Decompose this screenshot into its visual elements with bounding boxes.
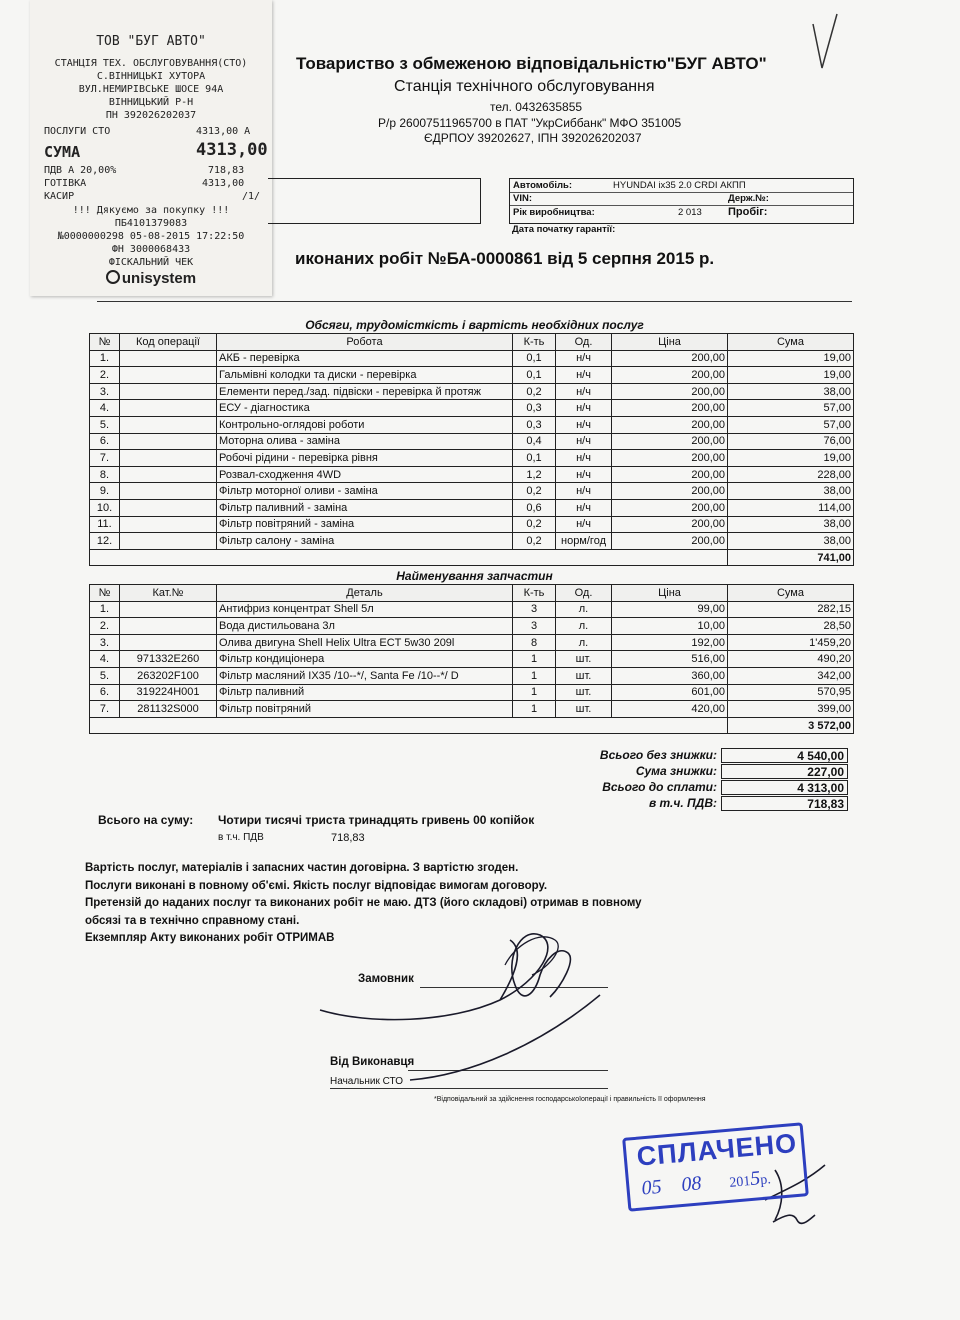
row-number: 8. (90, 466, 120, 483)
row-code (120, 466, 217, 483)
receipt-services-value: 4313,00 А (196, 126, 251, 137)
row-price: 200,00 (612, 350, 728, 367)
receipt-fiscal: ФІСКАЛЬНИЙ ЧЕК (108, 257, 194, 268)
col-sum: Сума (728, 334, 854, 351)
col-qty: К-ть (513, 334, 556, 351)
row-unit: н/ч (556, 466, 612, 483)
part-row (90, 701, 854, 718)
col-number: № (90, 334, 120, 351)
stamp-day: 05 (640, 1175, 663, 1200)
row-number: 3. (90, 383, 120, 400)
vehicle-info-box (509, 178, 854, 224)
row-sum: 19,00 (728, 367, 854, 384)
summary-value: 4 540,00 (721, 748, 848, 763)
receipt-line: ВУЛ.НЕМИРІВСЬКЕ ШОСЕ 94А (78, 84, 224, 95)
row-price: 10,00 (612, 618, 728, 635)
row-sum: 19,00 (728, 450, 854, 467)
services-table (89, 333, 854, 566)
stamp-year-prefix: 201 (728, 1174, 752, 1191)
row-code: 281132S000 (120, 701, 217, 718)
vat-label: в т.ч. ПДВ (218, 832, 264, 843)
row-code (120, 634, 217, 651)
service-row (90, 400, 854, 417)
row-sum: 57,00 (728, 416, 854, 433)
terms-line: Екземпляр Акту виконаних робіт ОТРИМАВ (85, 932, 335, 944)
row-name: Контрольно-оглядові роботи (217, 416, 513, 433)
row-price: 200,00 (612, 466, 728, 483)
parts-title: Найменування запчастин (396, 569, 553, 583)
row-unit: н/ч (556, 367, 612, 384)
row-sum: 38,00 (728, 483, 854, 500)
summary-value: 718,83 (721, 796, 848, 811)
row-price: 200,00 (612, 367, 728, 384)
row-number: 2. (90, 367, 120, 384)
row-number: 1. (90, 350, 120, 367)
customer-box (268, 178, 481, 224)
row-number: 1. (90, 601, 120, 618)
car-value: HYUNDAI ix35 2.0 CRDI АКПП (613, 180, 746, 191)
service-row (90, 433, 854, 450)
row-unit: шт. (556, 667, 612, 684)
row-unit: л. (556, 601, 612, 618)
row-sum: 38,00 (728, 533, 854, 550)
service-row (90, 466, 854, 483)
row-name: Фільтр повітряний (217, 701, 513, 718)
row-unit: н/ч (556, 416, 612, 433)
row-sum: 228,00 (728, 466, 854, 483)
summary-label: Сума знижки: (635, 764, 717, 778)
row-unit: шт. (556, 684, 612, 701)
plate-label: Держ.№: (728, 193, 769, 204)
row-qty: 0,2 (513, 533, 556, 550)
stamp-suffix: р. (759, 1172, 772, 1189)
part-row (90, 684, 854, 701)
customer-signature (300, 905, 640, 1105)
receipt-cash-label: ГОТІВКА (44, 178, 87, 189)
row-unit: н/ч (556, 483, 612, 500)
receipt-fn: ФН 3000068433 (111, 244, 191, 255)
receipt-line: ПН 392026202037 (105, 110, 197, 121)
warranty-label: Дата початку гарантії: (512, 224, 616, 235)
row-price: 200,00 (612, 400, 728, 417)
row-name: Фільтр моторної оливи - заміна (217, 483, 513, 500)
row-code (120, 499, 217, 516)
row-code (120, 601, 217, 618)
receipt-cashier-value: /1/ (242, 191, 261, 202)
row-qty: 1 (513, 667, 556, 684)
receipt-pb: ПБ4101379083 (114, 218, 188, 229)
receipt-line: СТАНЦІЯ ТЕХ. ОБСЛУГОВУВАННЯ(СТО) (54, 58, 248, 69)
row-unit: норм/год (556, 533, 612, 550)
row-qty: 0,1 (513, 350, 556, 367)
year-value: 2 013 (678, 207, 702, 218)
col-work: Робота (217, 334, 513, 351)
part-total-row (90, 717, 854, 734)
year-label: Рік виробництва: (513, 207, 595, 218)
row-code (120, 618, 217, 635)
row-price: 200,00 (612, 383, 728, 400)
row-number: 7. (90, 701, 120, 718)
receipt-thanks: !!! Дякуємо за покупку !!! (72, 205, 230, 216)
row-unit: н/ч (556, 499, 612, 516)
service-row (90, 499, 854, 516)
row-sum: 490,20 (728, 651, 854, 668)
row-qty: 3 (513, 601, 556, 618)
row-qty: 0,1 (513, 450, 556, 467)
receipt-sum-value: 4313,00 (196, 140, 268, 160)
row-qty: 1 (513, 701, 556, 718)
receipt-vat-label: ПДВ А 20,00% (44, 165, 117, 176)
row-price: 200,00 (612, 499, 728, 516)
row-number: 6. (90, 433, 120, 450)
summary-label: в т.ч. ПДВ: (648, 796, 717, 810)
col-op-code: Код операції (120, 334, 217, 351)
row-qty: 0,6 (513, 499, 556, 516)
row-sum: 57,00 (728, 400, 854, 417)
row-price: 360,00 (612, 667, 728, 684)
row-code (120, 483, 217, 500)
row-sum: 28,50 (728, 618, 854, 635)
row-number: 9. (90, 483, 120, 500)
vin-label: VIN: (513, 193, 532, 204)
row-sum: 282,15 (728, 601, 854, 618)
row-name: Фільтр повітряний - заміна (217, 516, 513, 533)
part-row (90, 651, 854, 668)
receipt-vat-value: 718,83 (208, 165, 245, 176)
row-price: 200,00 (612, 483, 728, 500)
row-price: 516,00 (612, 651, 728, 668)
col-part: Деталь (217, 585, 513, 602)
parts-header-row (90, 585, 854, 602)
col-price: Ціна (612, 334, 728, 351)
receipt-line: ВІННИЦЬКИЙ Р-Н (108, 97, 194, 108)
row-sum: 19,00 (728, 350, 854, 367)
row-unit: н/ч (556, 383, 612, 400)
row-name: Робочі рідини - перевірка рівня (217, 450, 513, 467)
row-sum: 399,00 (728, 701, 854, 718)
row-sum: 114,00 (728, 499, 854, 516)
stamp-title: СПЛАЧЕНО (635, 1127, 799, 1172)
service-row (90, 516, 854, 533)
row-unit: н/ч (556, 450, 612, 467)
row-code (120, 367, 217, 384)
row-code (120, 533, 217, 550)
fiscal-receipt (30, 0, 272, 296)
row-name: ЕСУ - діагностика (217, 400, 513, 417)
col-catalog: Кат.№ (120, 585, 217, 602)
row-unit: н/ч (556, 400, 612, 417)
service-row (90, 450, 854, 467)
company-account: Р/р 26007511965700 в ПАТ "УкрСиббанк" МФО 351005 (378, 116, 682, 130)
amount-words-label: Всього на суму: (98, 813, 194, 827)
receipt-cashier-label: КАСИР (44, 191, 75, 202)
row-sum: 342,00 (728, 667, 854, 684)
row-price: 200,00 (612, 416, 728, 433)
row-unit: л. (556, 618, 612, 635)
row-sum: 1'459,20 (728, 634, 854, 651)
row-price: 99,00 (612, 601, 728, 618)
row-name: Фільтр масляний IX35 /10--*/, Santa Fe /10--*/ D (217, 667, 513, 684)
row-price: 200,00 (612, 433, 728, 450)
part-row (90, 601, 854, 618)
row-unit: н/ч (556, 350, 612, 367)
terms-line: Претензій до наданих послуг та виконаних робіт не маю. ДТЗ (його складові) отримав в повному (85, 897, 642, 909)
part-total: 3 572,00 (728, 717, 854, 734)
row-sum: 76,00 (728, 433, 854, 450)
row-qty: 0,2 (513, 383, 556, 400)
part-row (90, 634, 854, 651)
row-name: Фільтр салону - заміна (217, 533, 513, 550)
logo-circle-icon (106, 270, 120, 284)
mileage-label: Пробіг: (728, 206, 768, 218)
summary-label: Всього до сплати: (602, 780, 717, 794)
col-qty: К-ть (513, 585, 556, 602)
terms-line: Вартість послуг, матеріалів і запасних частин договірна. З вартістю згоден. (85, 862, 519, 874)
service-row (90, 367, 854, 384)
row-name: Олива двигуна Shell Helix Ultra ECT 5w30 209l (217, 634, 513, 651)
receipt-company: ТОВ "БУГ АВТО" (96, 34, 206, 49)
footnote: *Відповідальний за здійснення господарськоїоперації і правильність її оформлення (434, 1096, 706, 1103)
receipt-check-line: №0000000298 05-08-2015 17:22:50 (57, 231, 245, 242)
row-qty: 0,4 (513, 433, 556, 450)
row-qty: 3 (513, 618, 556, 635)
service-total: 741,00 (728, 549, 854, 566)
terms-line: Послуги виконані в повному об'ємі. Якість послуг відповідає вимогам договору. (85, 879, 548, 892)
row-unit: л. (556, 634, 612, 651)
col-unit: Од. (556, 334, 612, 351)
row-price: 192,00 (612, 634, 728, 651)
col-unit: Од. (556, 585, 612, 602)
stamp-year-suffix: 5 (749, 1167, 762, 1190)
executor-label: Від Виконавця (330, 1056, 415, 1068)
row-code (120, 433, 217, 450)
row-price: 200,00 (612, 516, 728, 533)
row-sum: 570,95 (728, 684, 854, 701)
service-row (90, 350, 854, 367)
row-code (120, 516, 217, 533)
row-number: 12. (90, 533, 120, 550)
customer-label: Замовник (358, 973, 414, 985)
row-number: 10. (90, 499, 120, 516)
receipt-sum-label: СУМА (44, 143, 81, 161)
row-number: 5. (90, 416, 120, 433)
row-name: Розвал-сходження 4WD (217, 466, 513, 483)
row-name: Фільтр кондиціонера (217, 651, 513, 668)
row-sum: 38,00 (728, 383, 854, 400)
services-title: Обсяги, трудомісткість і вартість необхідних послуг (305, 318, 644, 332)
row-name: Антифриз концентрат Shell 5л (217, 601, 513, 618)
row-sum: 38,00 (728, 516, 854, 533)
row-qty: 0,2 (513, 483, 556, 500)
service-row (90, 416, 854, 433)
summary-label: Всього без знижки: (599, 748, 717, 762)
company-codes: ЄДРПОУ 39202627, ІПН 392026202037 (424, 131, 642, 145)
row-qty: 0,3 (513, 400, 556, 417)
col-price: Ціна (612, 585, 728, 602)
company-phone: тел. 0432635855 (490, 100, 583, 114)
row-code: 263202F100 (120, 667, 217, 684)
row-qty: 0,1 (513, 367, 556, 384)
part-row (90, 667, 854, 684)
row-name: Гальмівні колодки та диски - перевірка (217, 367, 513, 384)
row-qty: 0,3 (513, 416, 556, 433)
receipt-cash-value: 4313,00 (202, 178, 245, 189)
row-number: 2. (90, 618, 120, 635)
row-number: 4. (90, 651, 120, 668)
parts-table (89, 584, 854, 734)
receipt-services-label: ПОСЛУГИ СТО (44, 126, 111, 137)
title-divider (97, 301, 852, 302)
summary-value: 227,00 (721, 764, 848, 779)
unisystem-logo (30, 270, 272, 287)
car-label: Автомобіль: (513, 180, 573, 191)
paid-stamp (622, 1122, 809, 1211)
row-qty: 1 (513, 651, 556, 668)
row-number: 6. (90, 684, 120, 701)
company-name: Товариство з обмеженою відповідальністю"БУГ АВТО" (296, 54, 767, 73)
row-name: Фільтр паливний (217, 684, 513, 701)
stamp-month: 08 (680, 1172, 703, 1196)
row-qty: 8 (513, 634, 556, 651)
row-name: Моторна олива - заміна (217, 433, 513, 450)
row-unit: шт. (556, 651, 612, 668)
row-unit: н/ч (556, 433, 612, 450)
col-sum: Сума (728, 585, 854, 602)
service-row (90, 533, 854, 550)
row-code (120, 400, 217, 417)
part-row (90, 618, 854, 635)
row-qty: 0,2 (513, 516, 556, 533)
receipt-line: С.ВІННИЦЬКІ ХУТОРА (96, 71, 206, 82)
row-name: Вода дистильована 3л (217, 618, 513, 635)
row-qty: 1,2 (513, 466, 556, 483)
row-number: 7. (90, 450, 120, 467)
document-title: иконаних робіт №БА-0000861 від 5 серпня 2015 р. (295, 249, 715, 268)
amount-words: Чотири тисячі триста тринадцять гривень 00 копійок (218, 813, 535, 827)
row-price: 601,00 (612, 684, 728, 701)
executor-role: Начальник СТО (330, 1076, 403, 1087)
row-code (120, 450, 217, 467)
receipt-brand: unisystem (121, 270, 197, 287)
row-name: Елементи перед./зад. підвіски - перевірка й протяж (217, 383, 513, 400)
vat-value: 718,83 (331, 832, 365, 844)
row-number: 3. (90, 634, 120, 651)
row-code (120, 350, 217, 367)
row-code: 971332E260 (120, 651, 217, 668)
summary-value: 4 313,00 (721, 780, 848, 795)
row-code (120, 383, 217, 400)
checkmark-icon (810, 10, 840, 72)
row-unit: шт. (556, 701, 612, 718)
row-code (120, 416, 217, 433)
row-number: 5. (90, 667, 120, 684)
service-row (90, 483, 854, 500)
terms-line: обсязі та в технічно справному стані. (85, 914, 300, 927)
row-price: 420,00 (612, 701, 728, 718)
row-number: 4. (90, 400, 120, 417)
service-row (90, 383, 854, 400)
row-code: 319224H001 (120, 684, 217, 701)
row-name: АКБ - перевірка (217, 350, 513, 367)
service-total-row (90, 549, 854, 566)
services-header-row (90, 334, 854, 351)
row-qty: 1 (513, 684, 556, 701)
col-number: № (90, 585, 120, 602)
row-number: 11. (90, 516, 120, 533)
station-name: Станція технічного обслуговування (394, 78, 655, 95)
row-price: 200,00 (612, 450, 728, 467)
row-price: 200,00 (612, 533, 728, 550)
row-unit: н/ч (556, 516, 612, 533)
row-name: Фільтр паливний - заміна (217, 499, 513, 516)
